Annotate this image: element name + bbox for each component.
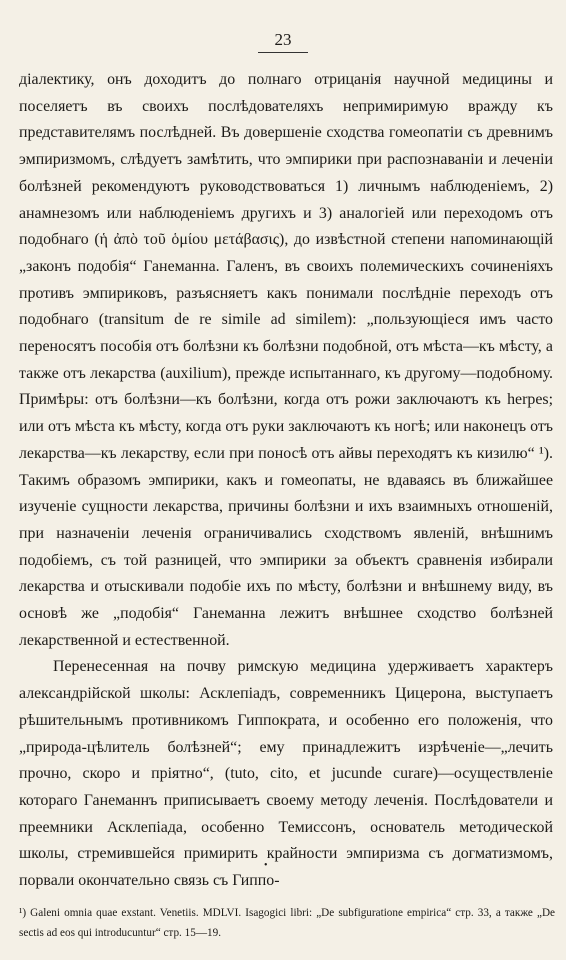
paragraph-2: Перенесенная на почву римскую медицина удерживаетъ характеръ александрійской школы: Асклепіадъ, современникъ Цицерона, выступаетъ рѣшительнымъ противникомъ Гиппократа, и особенно его положенія, что „природа-цѣлитель болѣзней“; ему принадлежитъ изрѣченіе—„лечить прочно, скоро и пріятно“, (tuto, cito, et jucunde curare)—осуществленіе котораго Ганеманнъ приписываетъ своему методу леченія. Послѣдователи и преемники Асклепіада, особенно Темиссонъ, основатель методической школы, стремившейся примирить крайности эмпиризма съ догматизмомъ, порвали окончательно связь съ Гиппо-	[19, 658, 553, 890]
footnote-separator: •	[264, 860, 268, 871]
body-text	[19, 67, 553, 895]
page-number: 23	[274, 30, 292, 49]
page-number-rule	[258, 52, 308, 53]
paragraph-1: діалектику, онъ доходитъ до полнаго отрицанія научной медицины и поселяетъ въ своихъ послѣдователяхъ непримиримую вражду къ представителямъ послѣдней. Въ довершеніе сходства гомеопатіи съ древнимъ эмпиризмомъ, слѣдуетъ замѣтить, что эмпирики при распознаваніи и леченіи болѣзней рекомендуютъ руководствоваться 1) личнымъ наблюденіемъ, 2) анамнезомъ или наблюденіемъ другихъ и 3) аналогіей или переходомъ отъ подобнаго (ἡ ἀπὸ τοῦ ὁμίου μετάβασις), до извѣстной степени напоминающій „законъ подобія“ Ганеманна. Галенъ, въ своихъ полемическихъ сочиненіяхъ противъ эмпириковъ, разъясняетъ какъ понимали послѣдніе переходъ отъ подобнаго (transitum de re simile ad similem): „пользующіеся имъ часто переносятъ пособія отъ болѣзни къ болѣзни подобной, отъ мѣста—къ мѣсту, а также отъ лекарства (auxilium), прежде испытаннаго, къ другому—подобному. Примѣры: отъ болѣзни—къ болѣзни, когда отъ рожи заключаютъ къ herpes; или отъ мѣста къ мѣсту, когда отъ руки заключаютъ къ ногѣ; или наконецъ отъ лекарства—къ лекарству, если при поносѣ отъ айвы переходятъ къ кизилю“ ¹). Такимъ образомъ эмпирики, какъ и гомеопаты, не вдаваясь въ ближайшее изученіе сущности лекарства, причины болѣзни и ихъ взаимныхъ отношеній, при назначеніи леченія ограничивались сходствомъ явленій, внѣшнимъ подобіемъ, съ той разницей, что эмпирики за объектъ сравненія избирали лекарства и отыскивали подобіе ихъ по мѣсту, болѣзни и внѣшнему виду, въ основѣ же „подобія“ Ганеманна лежитъ внѣшнее сходство болѣзней лекарственной и естественной.	[19, 71, 553, 649]
footnote: ¹) Galeni omnia quae exstant. Venetiis. MDLVI. Isagogici libri: „De subfiguratione empirica“ стр. 33, а также „De sectis ad eos qui introducuntur“ стр. 15—19.	[19, 907, 555, 939]
